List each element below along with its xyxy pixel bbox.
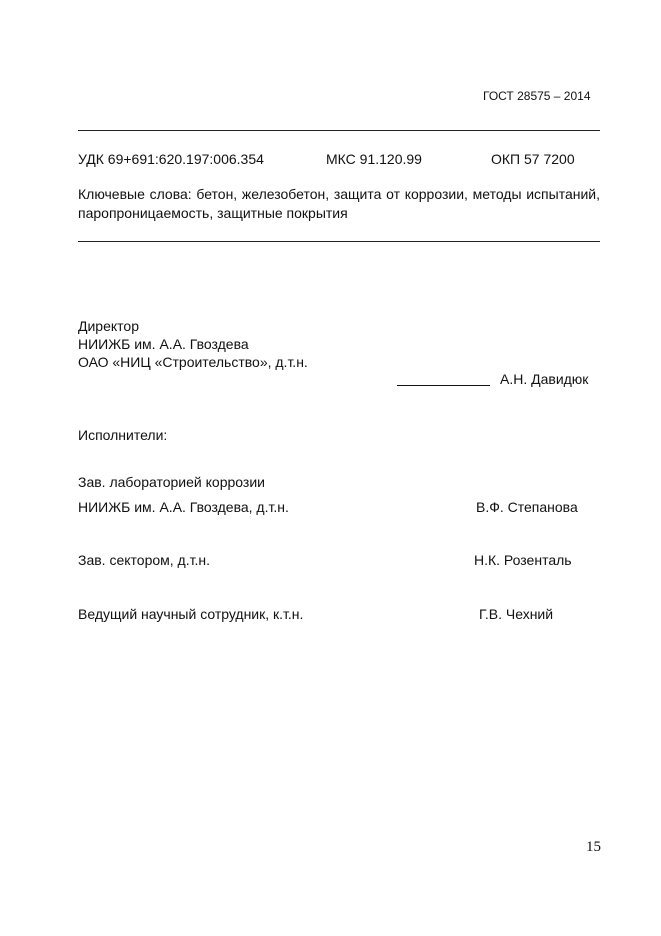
executor-3-role: Ведущий научный сотрудник, к.т.н. bbox=[78, 606, 304, 622]
page-number: 15 bbox=[586, 839, 601, 855]
executor-2-name: Н.К. Розенталь bbox=[474, 552, 572, 568]
executors-heading: Исполнители: bbox=[78, 427, 168, 443]
okp-code: ОКП 57 7200 bbox=[491, 151, 575, 167]
director-title: Директор bbox=[78, 318, 139, 334]
executor-1-name: В.Ф. Степанова bbox=[476, 499, 578, 515]
udk-code: УДК 69+691:620.197:006.354 bbox=[78, 151, 264, 167]
executor-2-role: Зав. сектором, д.т.н. bbox=[78, 552, 210, 568]
keywords: Ключевые слова: бетон, железобетон, защита от коррозии, методы испытаний, паропроницаемость, защитные покрытия bbox=[78, 186, 600, 221]
signature-line bbox=[397, 385, 490, 386]
executor-1-role-line1: Зав. лабораторией коррозии bbox=[78, 474, 265, 490]
executor-1-role-line2: НИИЖБ им. А.А. Гвоздева, д.т.н. bbox=[78, 499, 289, 515]
executor-3-name: Г.В. Чехний bbox=[479, 606, 554, 622]
director-org-line1: НИИЖБ им. А.А. Гвоздева bbox=[78, 336, 249, 352]
mks-code: МКС 91.120.99 bbox=[326, 151, 422, 167]
director-name: А.Н. Давидюк bbox=[500, 371, 589, 387]
top-divider bbox=[78, 130, 600, 131]
bottom-divider bbox=[78, 241, 600, 242]
director-org-line2: ОАО «НИЦ «Строительство», д.т.н. bbox=[78, 354, 308, 370]
standard-number: ГОСТ 28575 – 2014 bbox=[483, 89, 591, 103]
